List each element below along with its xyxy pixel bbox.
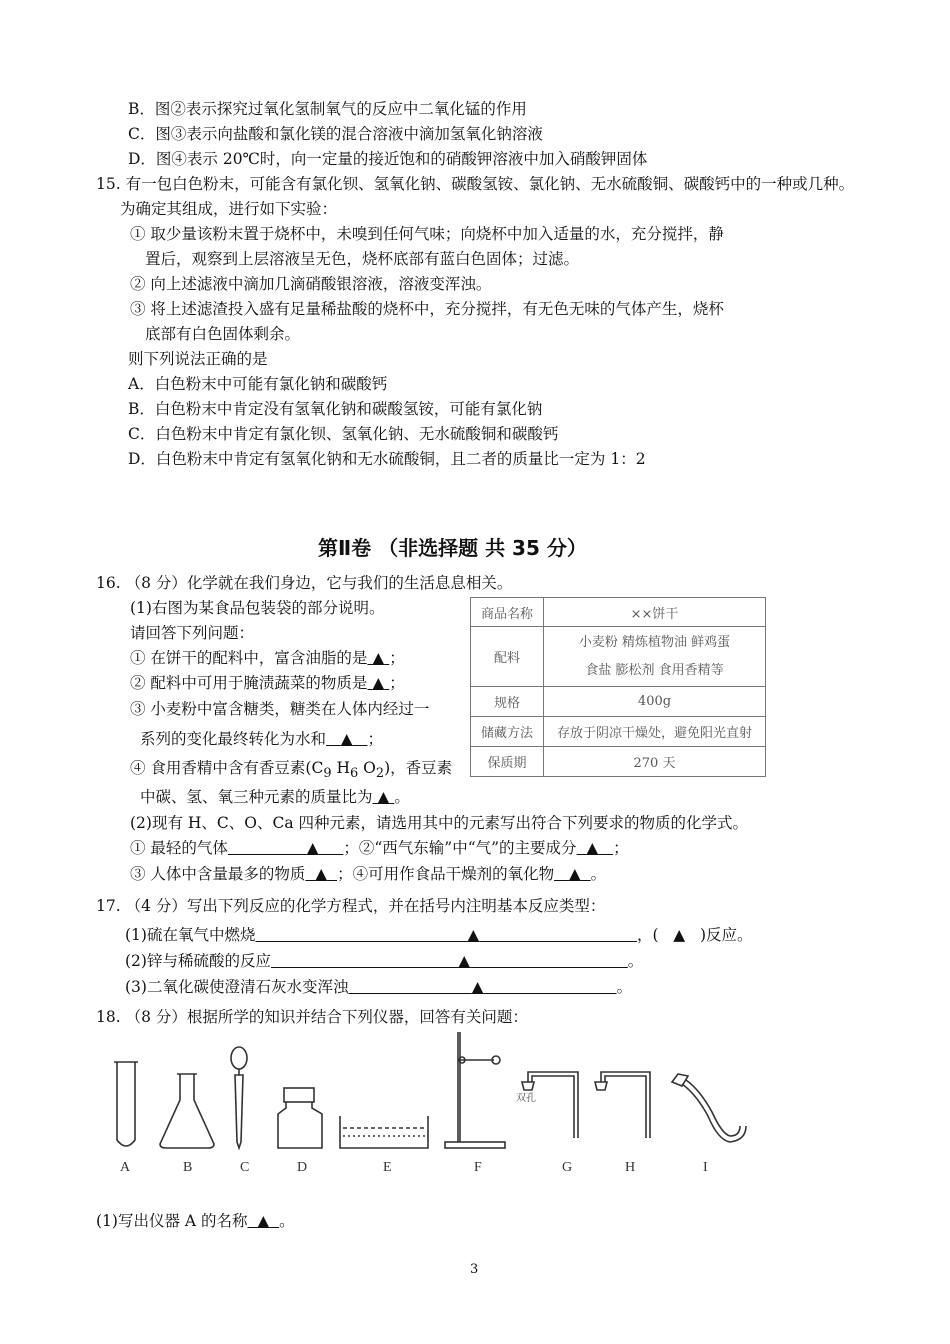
q16-item-3-cont: 系列的变化最终转化为水和 ▲ ； <box>140 730 384 748</box>
q15-step-2: ② 向上述滤液中滴加几滴硝酸银溶液，溶液变浑浊。 <box>130 275 492 293</box>
answer-blank[interactable]: ▲ <box>471 978 484 996</box>
q14-option-c: C．图③表示向盐酸和氯化镁的混合溶液中滴加氢氧化钠溶液 <box>128 125 543 143</box>
answer-blank[interactable]: ▲ <box>340 730 353 748</box>
q14-option-b: B．图②表示探究过氧化氢制氧气的反应中二氧化锰的作用 <box>128 100 527 118</box>
section-title: 第Ⅱ卷 （非选择题 共 35 分） <box>318 536 587 560</box>
q18-part-1: (1)写出仪器 A 的名称 ▲ 。 <box>96 1212 295 1230</box>
answer-blank[interactable]: ▲ <box>568 865 581 883</box>
q15-step-3: ③ 将上述滤渣投入盛有足量稀盐酸的烧杯中，充分搅拌，有无色无味的气体产生，烧杯 <box>130 300 724 318</box>
answer-blank[interactable]: ▲ <box>372 674 385 692</box>
apparatus-label: D <box>297 1160 308 1175</box>
answer-blank[interactable]: ▲ <box>257 1212 270 1230</box>
q16-part-1: (1)右图为某食品包装袋的部分说明。 <box>130 599 385 617</box>
table-row-key: 储藏方法 <box>471 717 544 747</box>
apparatus-label: E <box>383 1160 392 1175</box>
q18-stem: 18. （8 分）根据所学的知识并结合下列仪器，回答有关问题： <box>96 1008 528 1026</box>
answer-blank[interactable]: ▲ <box>372 649 385 667</box>
q16-part-2-items-3-4: ③ 人体中含量最多的物质 ▲ ；④可用作食品干燥剂的氧化物 ▲ 。 <box>130 865 607 883</box>
iron-stand-icon <box>445 1032 505 1148</box>
answer-blank[interactable]: ▲ <box>315 865 328 883</box>
q17-reaction-3: (3)二氧化碳使澄清石灰水变浑浊 ▲ 。 <box>125 978 633 996</box>
q15-step-1-cont: 置后，观察到上层溶液呈无色，烧杯底部有蓝白色固体；过滤。 <box>145 250 580 268</box>
bent-tube-stopper-icon <box>522 1072 578 1138</box>
q15-stem: 15. 有一包白色粉末，可能含有氯化钡、氢氧化钠、碳酸氢铵、氯化钠、无水硫酸铜、碳酸钙中的一种或几种。 <box>96 175 855 193</box>
answer-blank[interactable]: ▲ <box>673 926 686 944</box>
test-tube-icon <box>114 1062 138 1146</box>
trough-icon <box>340 1116 428 1148</box>
q17-reaction-1: (1)硫在氧气中燃烧 ▲ ，( ▲ )反应。 <box>125 926 753 944</box>
q15-option-a: A．白色粉末中可能有氯化钠和碳酸钙 <box>128 375 388 393</box>
conical-flask-icon <box>160 1074 214 1148</box>
table-row-value: 存放于阴凉干燥处，避免阳光直射 <box>544 717 766 747</box>
q15-option-b: B．白色粉末中肯定没有氢氧化钠和碳酸氢铵，可能有氯化钠 <box>128 400 543 418</box>
table-row-key: 规格 <box>471 687 544 717</box>
lab-apparatus-figure <box>100 1030 760 1160</box>
table-row-value: ××饼干 <box>544 598 766 627</box>
q17-reaction-2: (2)锌与稀硫酸的反应 ▲ 。 <box>125 952 644 970</box>
reagent-bottle-icon <box>278 1088 322 1148</box>
page-number: 3 <box>470 1262 479 1277</box>
rubber-tube-icon <box>672 1074 746 1142</box>
q15-option-d: D．白色粉末中肯定有氢氧化钠和无水硫酸铜，且二者的质量比一定为 1：2 <box>128 450 646 468</box>
q16-item-3: ③ 小麦粉中富含糖类，糖类在人体内经过一 <box>130 700 430 718</box>
q16-item-4-cont: 中碳、氢、氧三种元素的质量比为 ▲ 。 <box>140 788 410 806</box>
q16-stem: 16. （8 分）化学就在我们身边，它与我们的生活息息相关。 <box>96 574 513 592</box>
q15-option-c: C．白色粉末中肯定有氯化钡、氢氧化钠、无水硫酸铜和碳酸钙 <box>128 425 559 443</box>
answer-blank[interactable]: ▲ <box>306 839 319 857</box>
answer-blank[interactable]: ▲ <box>458 952 471 970</box>
apparatus-label: C <box>240 1160 250 1175</box>
bent-tube-stopper-icon <box>595 1072 650 1138</box>
q16-part-2: (2)现有 H、C、O、Ca 四种元素，请选用其中的元素写出符合下列要求的物质的化学式。 <box>130 814 748 832</box>
answer-blank[interactable]: ▲ <box>377 788 390 806</box>
q17-stem: 17. （4 分）写出下列反应的化学方程式，并在括号内注明基本反应类型： <box>96 897 606 915</box>
table-row-key: 保质期 <box>471 747 544 777</box>
apparatus-label: A <box>120 1160 131 1175</box>
q16-item-2: ② 配料中可用于腌渍蔬菜的物质是 ▲ ； <box>130 674 405 692</box>
q16-part-2-items-1-2: ① 最轻的气体 ▲ ；②“西气东输”中“气”的主要成分 ▲ ； <box>130 839 629 857</box>
q15-step-3-cont: 底部有白色固体剩余。 <box>145 325 301 343</box>
answer-blank[interactable]: ▲ <box>586 839 599 857</box>
q14-option-d: D．图④表示 20℃时，向一定量的接近饱和的硝酸钾溶液中加入硝酸钾固体 <box>128 150 648 168</box>
dropper-icon <box>231 1047 247 1148</box>
q15-stem-cont: 为确定其组成，进行如下实验： <box>120 200 338 218</box>
apparatus-label: F <box>474 1160 482 1175</box>
q15-ask: 则下列说法正确的是 <box>128 350 268 368</box>
table-row-key: 配料 <box>471 627 544 687</box>
answer-blank[interactable]: ▲ <box>467 926 480 944</box>
q16-item-1: ① 在饼干的配料中，富含油脂的是 ▲ ； <box>130 649 405 667</box>
q16-item-4: ④ 食用香精中含有香豆素($C_9$ $H_6$ $O_2$)，香豆素 <box>130 759 453 782</box>
food-label-table <box>470 597 766 777</box>
apparatus-label: I <box>703 1160 708 1175</box>
q15-step-1: ① 取少量该粉末置于烧杯中，未嗅到任何气味；向烧杯中加入适量的水，充分搅拌，静 <box>130 225 724 243</box>
apparatus-label: B <box>183 1160 193 1175</box>
hole-label: 双孔 <box>516 1093 536 1104</box>
table-row-key: 商品名称 <box>471 598 544 627</box>
apparatus-label: H <box>625 1160 636 1175</box>
table-row-value: 270 天 <box>544 747 766 777</box>
table-row-value: 400g <box>544 687 766 717</box>
q16-part-1-ask: 请回答下列问题： <box>130 624 255 642</box>
table-row-value: 小麦粉 精炼植物油 鲜鸡蛋 食盐 膨松剂 食用香精等 <box>544 627 766 687</box>
apparatus-label: G <box>562 1160 573 1175</box>
